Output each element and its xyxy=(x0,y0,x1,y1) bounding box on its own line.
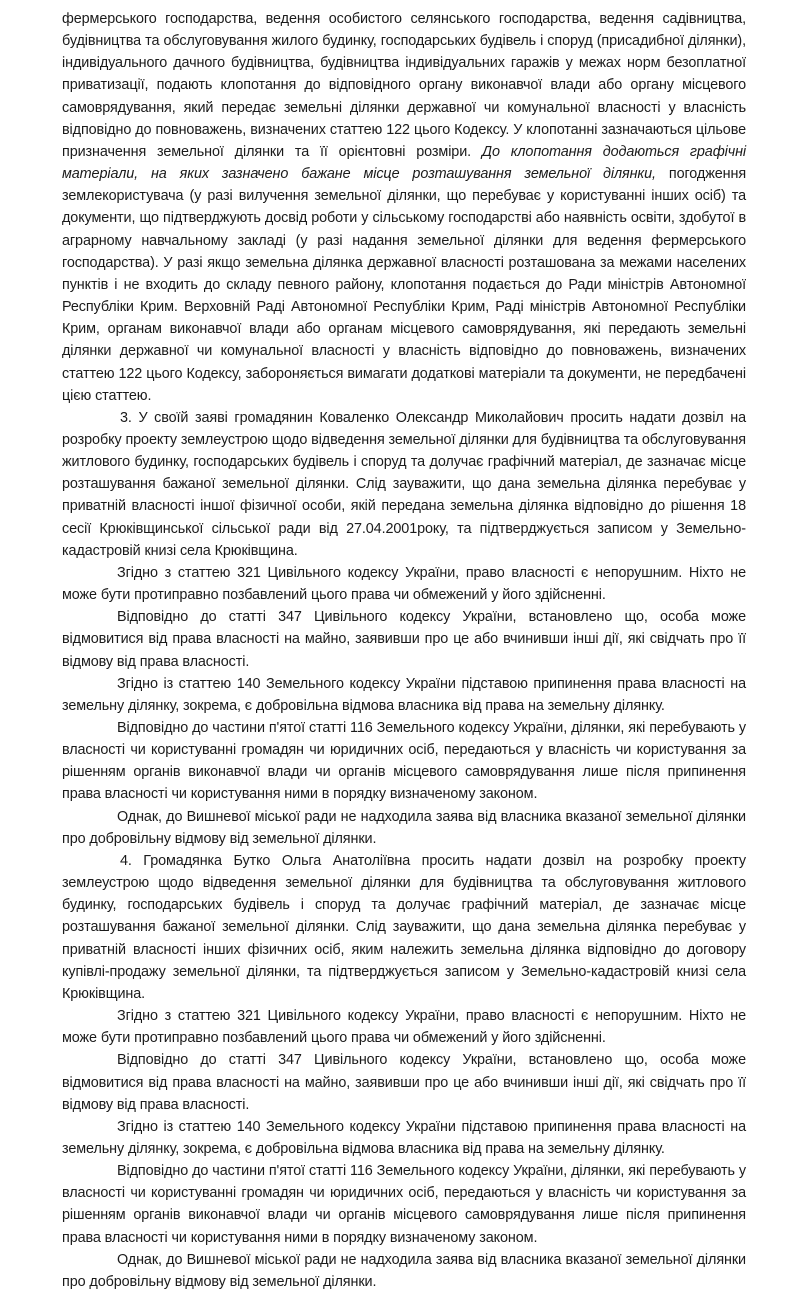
paragraph xyxy=(62,562,746,606)
text-segment: Відповідно до частини п'ятої статті 116 Земельного кодексу України, ділянки, які перебувають у власності чи користуванні громадян чи юридичних осіб, передаються у власність чи користування за рішенням органів виконавчої влади чи органів місцевого самоврядування лише після припинення права власності чи користування ними в порядку визначеному законом. xyxy=(62,1163,746,1246)
text-segment: Відповідно до статті 347 Цивільного кодексу України, встановлено що, особа може відмовитися від права власності на майно, заявивши про це або вчинивши інші дії, які свідчать про її відмову від права власності. xyxy=(62,609,746,670)
paragraph xyxy=(62,1005,746,1049)
paragraph xyxy=(62,1049,746,1115)
paragraph-item-3 xyxy=(62,407,746,562)
paragraph xyxy=(62,673,746,717)
paragraph-item-4 xyxy=(62,850,746,1005)
paragraph xyxy=(62,806,746,850)
text-segment: Згідно із статтею 140 Земельного кодексу України підставою припинення права власності на земельну ділянку, зокрема, є добровільна відмова власника від права на земельну ділянку. xyxy=(62,675,746,714)
paragraph xyxy=(62,1116,746,1160)
italic-text-segment: До клопотання додаються графічні матеріали, на яких зазначено бажане місце розташування земельної ділянки, xyxy=(62,143,746,183)
paragraph-continuation xyxy=(62,8,746,407)
document-page xyxy=(62,8,746,1293)
text-segment: Згідно з статтею 321 Цивільного кодексу України, право власності є непорушним. Ніхто не може бути протиправно позбавлений цього права чи обмежений у його здійсненні. xyxy=(62,1008,746,1047)
text-segment: Однак, до Вишневої міської ради не надходила заява від власника вказаної земельної ділянки про добровільну відмову від земельної ділянки. xyxy=(62,808,746,847)
text-segment: Відповідно до частини п'ятої статті 116 Земельного кодексу України, ділянки, які перебувають у власності чи користуванні громадян чи юридичних осіб, передаються у власність чи користування за рішенням органів виконавчої влади чи органів місцевого самоврядування лише після припинення права власності чи користування ними в порядку визначеному законом. xyxy=(62,720,746,803)
text-segment: фермерського господарства, ведення особистого селянського господарства, ведення садівництва, будівництва та обслуговування жилого будинку, господарських будівель і споруд (присадибної ділянки), індивідуального дачного будівництва, будівництва індивідуальних гаражів у межах норм безоплатної приватизації, подають клопотання до відповідного органу виконавчої влади або органу місцевого самоврядування, який передає земельні ділянки державної чи комунальної власності у власність відповідно до повноважень, визначених статтею 122 цього Кодексу. У клопотанні зазначаються цільове призначення земельної ділянки та її орієнтовні розміри. xyxy=(62,11,746,160)
text-segment: 3. У своїй заяві громадянин Коваленко Олександр Миколайович просить надати дозвіл на розробку проекту землеустрою щодо відведення земельної ділянки для будівництва та обслуговування житлового будинку, господарських будівель і споруд та долучає графічний матеріал, де зазначає місце розташування бажаної земельної ділянки. Слід зауважити, що дана земельна ділянка перебуває у приватній власності іншої фізичної особи, якій передана земельна ділянка відповідно до рішення 18 сесії Крюківщинської сільської ради від 27.04.2001року, та підтверджується записом у Земельно-кадастровій книзі села Крюківщина. xyxy=(62,409,746,559)
text-segment: Відповідно до статті 347 Цивільного кодексу України, встановлено що, особа може відмовитися від права власності на майно, заявивши про це або вчинивши інші дії, які свідчать про її відмову від права власності. xyxy=(62,1052,746,1113)
paragraph xyxy=(62,606,746,672)
paragraph xyxy=(62,1160,746,1249)
paragraph xyxy=(62,717,746,806)
text-segment: 4. Громадянка Бутко Ольга Анатоліївна просить надати дозвіл на розробку проекту землеустрою щодо відведення земельної ділянки для будівництва та обслуговування житлового будинку, господарських будівель і споруд та долучає графічний матеріал, де зазначає місце розташування бажаної земельної ділянки. Слід зауважити, що дана земельна ділянка перебуває у приватній власності інших фізичних осіб, яким належить земельна ділянка відповідно до договору купівлі-продажу земельної ділянки, та підтверджується записом у Земельно-кадастровій книзі села Крюківщина. xyxy=(62,852,746,1002)
paragraph xyxy=(62,1249,746,1293)
text-segment: погодження землекористувача (у разі вилучення земельної ділянки, що перебуває у користуванні інших осіб) та документи, що підтверджують досвід роботи у сільському господарстві або наявність освіти, здобутої в аграрному навчальному закладі (у разі надання земельної ділянки для ведення фермерського господарства). У разі якщо земельна ділянка державної власності розташована за межами населених пунктів і не входить до складу певного району, клопотання подається до Ради міністрів Автономної Республіки Крим. Верховній Раді Автономної Республіки Крим, Раді міністрів Автономної Республіки Крим, органам виконавчої влади або органам місцевого самоврядування, які передають земельні ділянки державної чи комунальної власності у власність відповідно до повноважень, визначених статтею 122 цього Кодексу, забороняється вимагати додаткові матеріали та документи, не передбачені цією статтею. xyxy=(62,166,747,404)
text-segment: Згідно із статтею 140 Земельного кодексу України підставою припинення права власності на земельну ділянку, зокрема, є добровільна відмова власника від права на земельну ділянку. xyxy=(62,1118,746,1157)
text-segment: Згідно з статтею 321 Цивільного кодексу України, право власності є непорушним. Ніхто не може бути протиправно позбавлений цього права чи обмежений у його здійсненні. xyxy=(62,564,746,604)
text-segment: Однак, до Вишневої міської ради не надходила заява від власника вказаної земельної ділянки про добровільну відмову від земельної ділянки. xyxy=(62,1251,746,1290)
